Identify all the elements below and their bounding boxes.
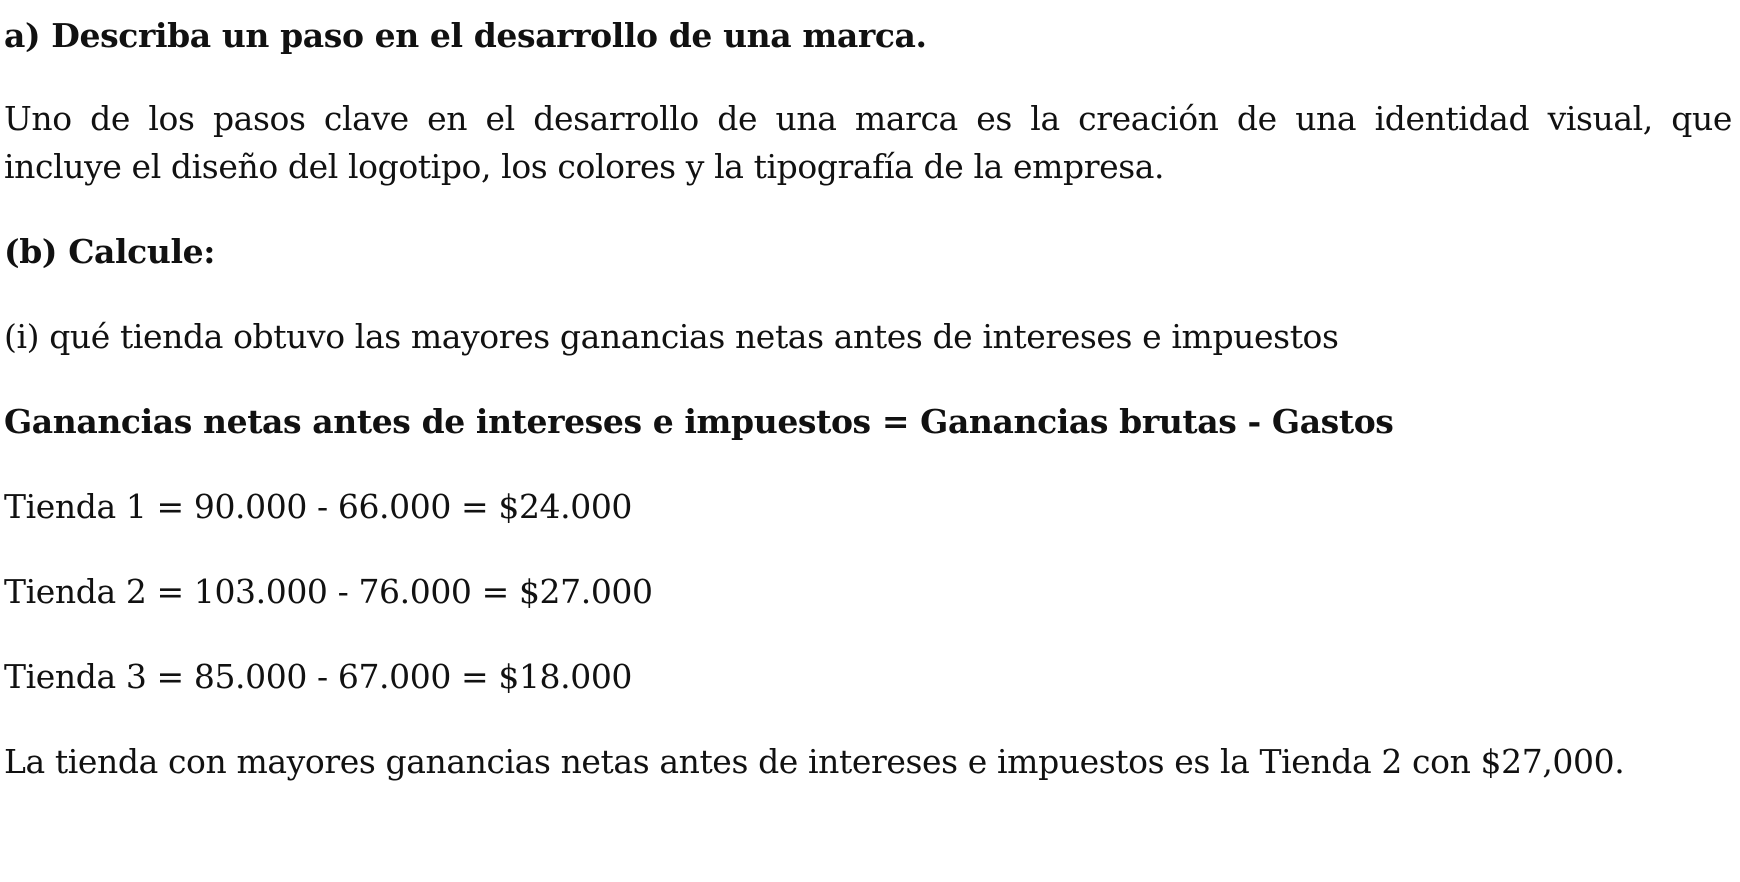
answer-line-1-text: Uno de los pasos clave en el desarrollo de una marca es la creación de una identidad visual, que	[4, 99, 1732, 138]
question-b-heading: (b) Calcule:	[4, 232, 215, 271]
question-a-heading: a) Describa un paso en el desarrollo de una marca.	[4, 16, 927, 55]
store-1-calculation: Tienda 1 = 90.000 - 66.000 = $24.000	[4, 487, 633, 526]
conclusion-line: La tienda con mayores ganancias netas antes de intereses e impuestos es la Tienda 2 con $27,000.	[4, 742, 1625, 781]
question-a-answer-line-1	[4, 99, 1732, 139]
question-b-sub-i: (i) qué tienda obtuvo las mayores ganancias netas antes de intereses e impuestos	[4, 317, 1339, 356]
question-a-answer-line-2: incluye el diseño del logotipo, los colores y la tipografía de la empresa.	[4, 147, 1165, 186]
formula-line: Ganancias netas antes de intereses e impuestos = Ganancias brutas - Gastos	[4, 402, 1394, 441]
store-3-calculation: Tienda 3 = 85.000 - 67.000 = $18.000	[4, 657, 633, 696]
store-2-calculation: Tienda 2 = 103.000 - 76.000 = $27.000	[4, 572, 653, 611]
